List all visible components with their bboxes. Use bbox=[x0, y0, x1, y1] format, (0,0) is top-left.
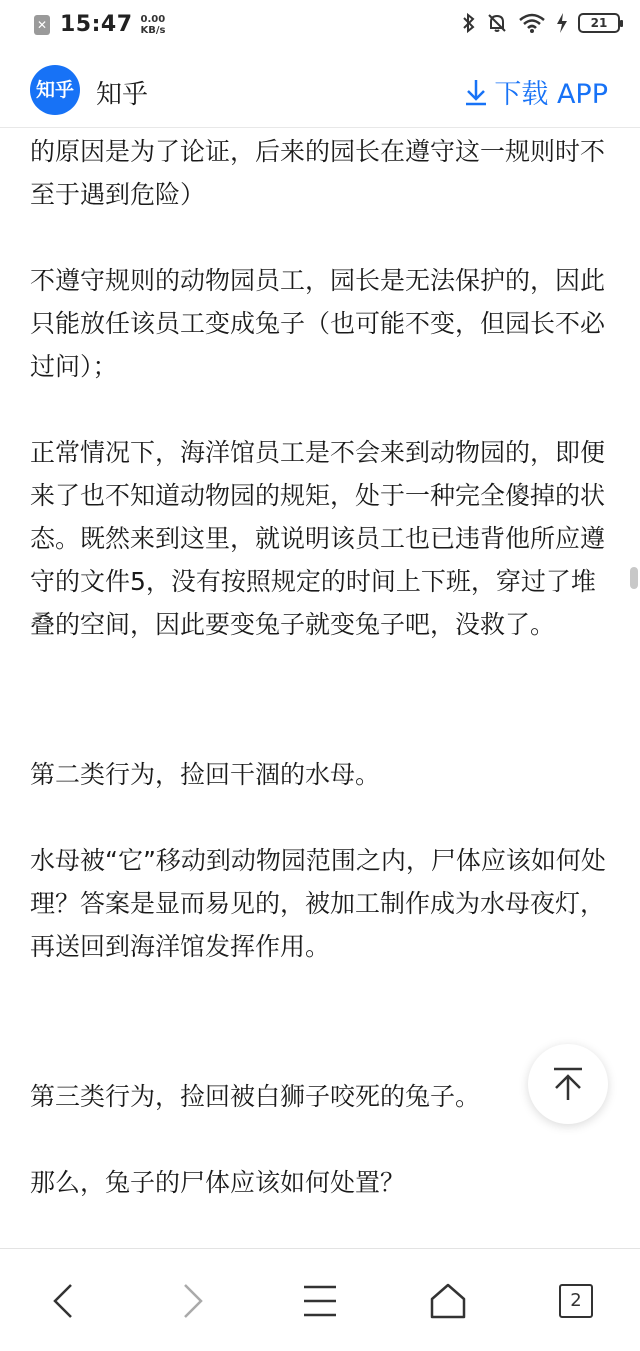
tabs-button[interactable] bbox=[552, 1277, 600, 1325]
browser-toolbar bbox=[0, 1248, 640, 1351]
mute-icon bbox=[486, 12, 508, 34]
network-speed bbox=[141, 14, 166, 36]
back-button[interactable] bbox=[40, 1277, 88, 1325]
tabs-icon: 2 bbox=[559, 1284, 593, 1318]
download-app-button[interactable] bbox=[464, 72, 608, 111]
article-paragraph: 第三类行为，捡回被白狮子咬死的兔子。 bbox=[30, 1082, 481, 1111]
home-button[interactable] bbox=[424, 1277, 472, 1325]
forward-button[interactable] bbox=[168, 1277, 216, 1325]
bluetooth-icon bbox=[462, 12, 476, 34]
status-bar bbox=[0, 0, 640, 52]
status-time: 15:47 bbox=[60, 12, 133, 37]
wifi-icon bbox=[518, 12, 546, 34]
article-body bbox=[30, 130, 610, 1248]
back-to-top-button[interactable] bbox=[528, 1044, 608, 1124]
zhihu-logo[interactable]: 知乎 bbox=[30, 65, 80, 115]
menu-icon bbox=[302, 1281, 338, 1321]
scrollbar-thumb[interactable] bbox=[630, 567, 638, 589]
network-speed-unit: KB/s bbox=[140, 24, 166, 36]
network-speed-value: 0.00 bbox=[140, 13, 166, 25]
notification-icon: ✕ bbox=[34, 15, 50, 35]
article-paragraph: 第二类行为，捡回干涸的水母。 bbox=[30, 760, 381, 789]
arrow-up-icon bbox=[548, 1064, 588, 1104]
charging-icon bbox=[556, 12, 568, 34]
article-paragraph: 不遵守规则的动物园员工，园长是无法保护的，因此只能放任该员工变成兔子（也可能不变，但园长不必过问）； bbox=[30, 266, 606, 381]
article-paragraph: 的原因是为了论证，后来的园长在遵守这一规则时不至于遇到危险） bbox=[30, 137, 606, 209]
download-app-label: 下载 APP bbox=[494, 79, 608, 110]
app-name: 知乎 bbox=[96, 80, 149, 110]
back-icon bbox=[49, 1281, 79, 1321]
article-paragraph: 那么，兔子的尸体应该如何处置？ bbox=[30, 1168, 406, 1197]
download-icon bbox=[464, 77, 488, 107]
home-icon bbox=[428, 1281, 468, 1321]
app-header bbox=[0, 52, 640, 128]
article-paragraph: 水母被“它”移动到动物园范围之内，尸体应该如何处理？答案是显而易见的，被加工制作成为水母夜灯，再送回到海洋馆发挥作用。 bbox=[30, 846, 606, 961]
menu-button[interactable] bbox=[296, 1277, 344, 1325]
article-paragraph: 正常情况下，海洋馆员工是不会来到动物园的，即便来了也不知道动物园的规矩，处于一种完全傻掉的状态。既然来到这里，就说明该员工也已违背他所应遵守的文件5，没有按照规定的时间上下班，穿过了堆叠的空间，因此要变兔子就变兔子吧，没救了。 bbox=[30, 438, 606, 639]
forward-icon bbox=[177, 1281, 207, 1321]
battery-level: 21 bbox=[578, 13, 620, 33]
